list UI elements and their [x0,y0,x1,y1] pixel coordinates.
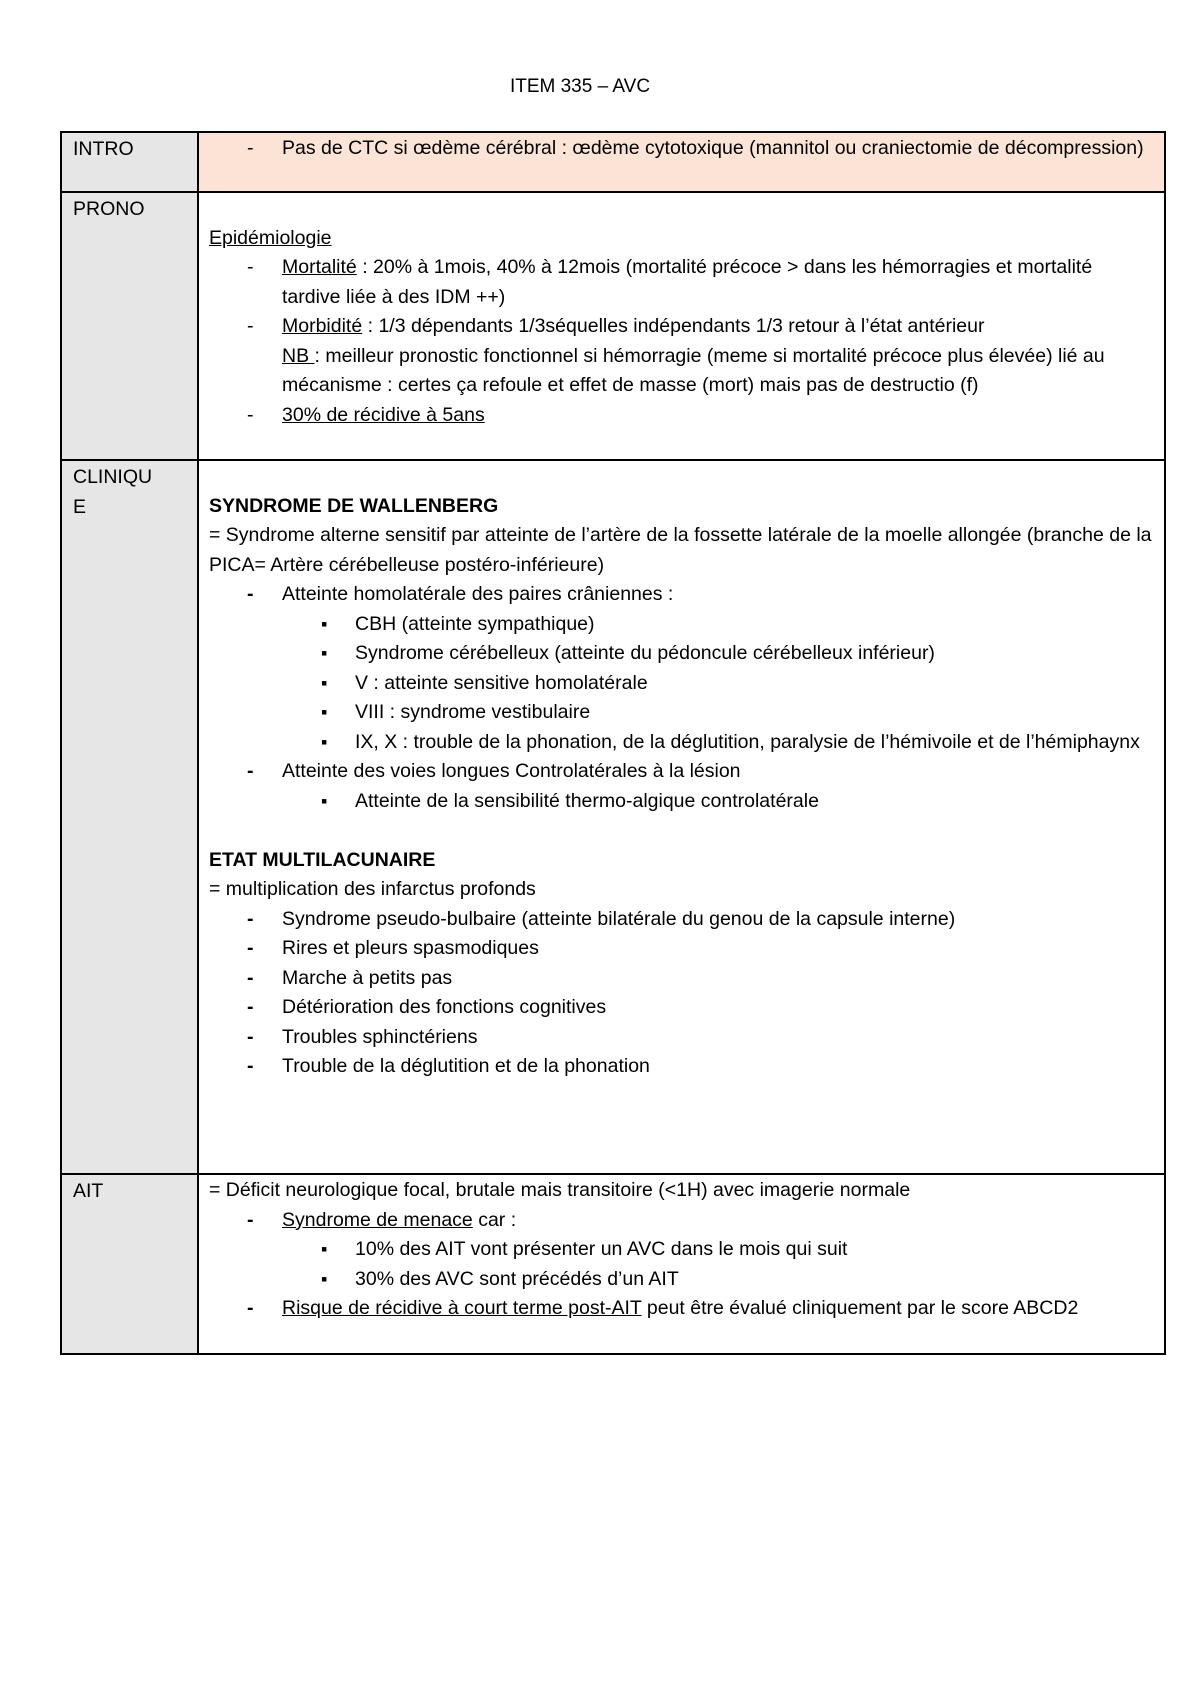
homolat-sub-2: ▪ Syndrome cérébelleux (atteinte du pédoncule cérébelleux inférieur) [209,639,1154,669]
page-title: ITEM 335 – AVC [509,76,651,97]
risque-text: peut être évalué cliniquement par le score ABCD2 [641,1297,1079,1319]
homolat-sub-4: ▪ VIII : syndrome vestibulaire [209,698,1154,728]
menace-label: Syndrome de menace [282,1208,473,1231]
summary-table [60,131,1166,1355]
wallenberg-definition: = Syndrome alterne sensitif par atteinte de l’artère de la fossette latérale de la moelle allongée (branche de la PICA= Artère cérébelleuse postéro-inférieure) [209,524,1152,576]
multi-item-3: - Marche à petits pas [209,964,1154,994]
content-clinique [198,460,1165,1174]
morbidite-text: : 1/3 dépendants 1/3séquelles indépendants 1/3 retour à l’état antérieur [362,315,985,337]
homolat-sub-1: ▪ CBH (atteinte sympathique) [209,610,1154,640]
homolat-sub-5: ▪ IX, X : trouble de la phonation, de la déglutition, paralysie de l’hémivoile et de l’hémiphaynx [209,728,1154,758]
row-prono [61,192,1165,460]
recidive-item [209,401,1154,431]
ait-definition: = Déficit neurologique focal, brutale mais transitoire (<1H) avec imagerie normale [209,1179,911,1201]
label-prono: PRONO [61,192,198,460]
morbidite-label: Morbidité [282,315,363,337]
risque-item [209,1294,1154,1324]
content-ait [198,1174,1165,1354]
menace-item [209,1206,1154,1236]
mortalite-item [209,253,1154,312]
morbidite-item [209,312,1154,401]
multi-item-5: - Troubles sphinctériens [209,1023,1154,1053]
mortalite-text: : 20% à 1mois, 40% à 12mois (mortalité précoce > dans les hémorragies et mortalité tardive liée à des IDM ++) [282,256,1093,308]
prono-heading [209,224,1154,254]
recidive-text: 30% de récidive à 5ans [282,403,485,426]
row-intro [61,132,1165,192]
wallenberg-title: SYNDROME DE WALLENBERG [209,494,499,517]
label-intro: INTRO [61,132,198,192]
homolat-sub-3: ▪ V : atteinte sensitive homolatérale [209,669,1154,699]
multi-item-4: - Détérioration des fonctions cognitives [209,993,1154,1023]
multilacunaire-definition: = multiplication des infarctus profonds [209,878,536,900]
nb-text: : meilleur pronostic fonctionnel si hémorragie (meme si mortalité précoce plus élevée) lié au mécanisme : certes ça refoule et effet de masse (mort) mais pas de destructio (f) [282,344,1105,396]
content-prono [198,192,1165,460]
multi-item-2: - Rires et pleurs spasmodiques [209,934,1154,964]
row-clinique [61,460,1165,1174]
content-intro [198,132,1165,192]
multilacunaire-title: ETAT MULTILACUNAIRE [209,848,436,871]
menace-sub-1: ▪ 10% des AIT vont présenter un AVC dans le mois qui suit [209,1235,1154,1265]
spacer [209,194,1154,224]
label-clinique-text: CLINIQUE [73,466,153,518]
label-ait: AIT [61,1174,198,1354]
epidemiologie-heading: Epidémiologie [209,226,332,249]
nb-label: NB [282,344,315,367]
contro-sub-1: ▪ Atteinte de la sensibilité thermo-algique controlatérale [209,787,1154,817]
spacer [209,816,1154,846]
intro-item: - Pas de CTC si œdème cérébral : œdème cytotoxique (mannitol ou craniectomie de décompression) [209,134,1154,164]
contro-item: - Atteinte des voies longues Controlatérales à la lésion [209,757,1154,787]
mortalite-label: Mortalité [282,256,357,278]
row-ait [61,1174,1165,1354]
risque-label: Risque de récidive à court terme post-AIT [282,1297,642,1319]
label-clinique [61,460,198,1174]
menace-text: car : [472,1208,517,1231]
spacer [209,462,1154,492]
multi-item-6: - Trouble de la déglutition et de la phonation [209,1052,1154,1082]
homolat-item: - Atteinte homolatérale des paires crâniennes : [209,580,1154,610]
multi-item-1: - Syndrome pseudo-bulbaire (atteinte bilatérale du genou de la capsule interne) [209,905,1154,935]
menace-sub-2: ▪ 30% des AVC sont précédés d’un AIT [209,1265,1154,1295]
